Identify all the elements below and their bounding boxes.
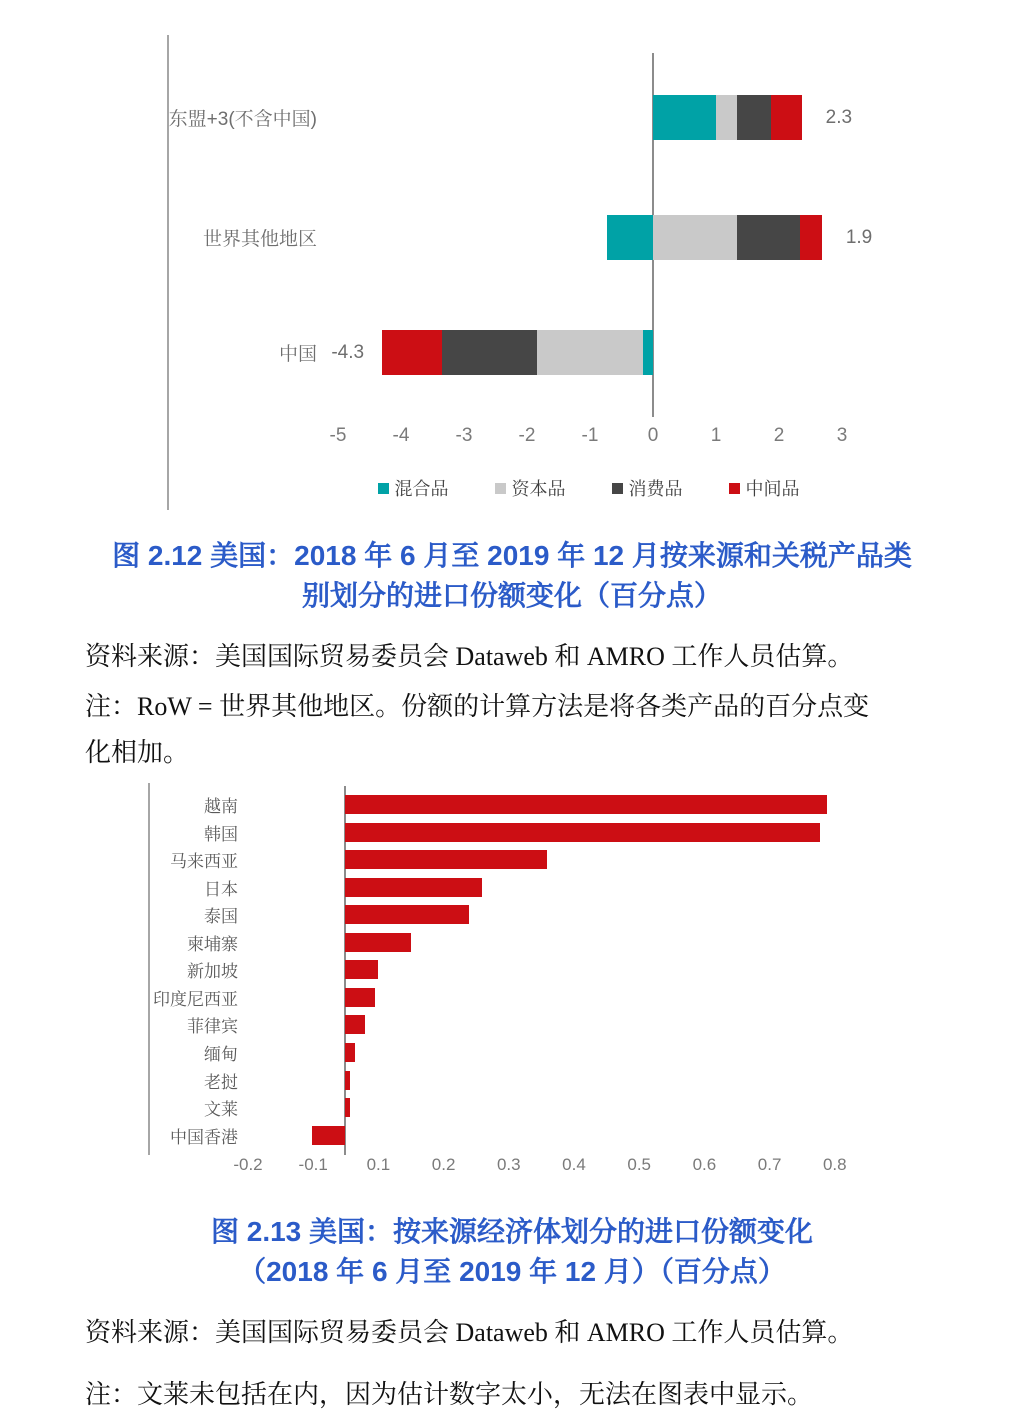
- figure-2-13-note: 注：文莱未包括在内，因为估计数字太小，无法在图表中显示。: [85, 1380, 814, 1409]
- bar-segment-资本品: [716, 95, 737, 140]
- figure-2-12-caption: [0, 536, 1024, 616]
- category-label: 日本: [204, 879, 238, 899]
- category-label: 越南: [204, 797, 238, 816]
- x-tick-label: 0.6: [692, 1155, 717, 1174]
- x-tick-label: 0.1: [366, 1155, 391, 1174]
- bar: [345, 878, 482, 897]
- legend-item-资本品: [495, 475, 566, 501]
- bar: [345, 960, 378, 979]
- legend-label: 中间品: [745, 479, 800, 499]
- category-label: 泰国: [204, 907, 238, 927]
- bar-segment-中间品: [800, 215, 822, 260]
- category-label: 马来西亚: [170, 852, 238, 872]
- x-tick-label: 0.2: [431, 1155, 456, 1174]
- bar-segment-资本品: [537, 330, 643, 375]
- figure-2-12-note: [85, 684, 985, 776]
- category-label: 缅甸: [204, 1044, 238, 1064]
- legend-item-混合品: [378, 475, 449, 501]
- figure-2-12-note-line2: 化相加。: [85, 738, 190, 767]
- legend-item-消费品: [612, 475, 683, 501]
- category-label: 中国香港: [170, 1127, 238, 1147]
- bar-segment-中间品: [771, 95, 801, 140]
- x-tick-label: 1: [710, 425, 722, 446]
- bar: [345, 988, 375, 1007]
- figure-2-13-caption-line1: 图 2.13 美国：按来源经济体划分的进口份额变化: [210, 1216, 814, 1247]
- legend-label: 资本品: [511, 479, 566, 499]
- bar-segment-资本品: [653, 215, 737, 260]
- figure-2-13-caption: [0, 1212, 1024, 1292]
- legend-item-中间品: [729, 475, 800, 501]
- category-label: 中国: [278, 344, 317, 365]
- legend-swatch-icon: [612, 483, 623, 494]
- x-tick-label: 0.5: [627, 1155, 651, 1174]
- bar: [345, 850, 547, 869]
- legend-label: 消费品: [628, 479, 683, 499]
- bar-segment-消费品: [737, 215, 800, 260]
- total-label: -4.3: [331, 341, 365, 363]
- figure-2-12-source: 资料来源：美国国际贸易委员会 Dataweb 和 AMRO 工作人员估算。: [85, 642, 854, 671]
- total-label: 2.3: [825, 106, 853, 128]
- bar: [345, 1071, 350, 1090]
- legend-swatch-icon: [495, 483, 506, 494]
- x-tick-label: -3: [455, 425, 473, 446]
- bar: [345, 1015, 365, 1034]
- category-label: 新加坡: [187, 962, 238, 982]
- figure-2-12-note-line1: 注：RoW = 世界其他地区。份额的计算方法是将各类产品的百分点变: [85, 692, 870, 721]
- category-label: 印度尼西亚: [153, 989, 238, 1009]
- category-label: 柬埔寨: [187, 934, 238, 954]
- category-label: 文莱: [204, 1100, 238, 1120]
- category-label: 世界其他地区: [202, 229, 317, 250]
- x-tick-label: -5: [329, 425, 347, 446]
- legend-label: 混合品: [394, 479, 449, 499]
- figure-2-13-source: 资料来源：美国国际贸易委员会 Dataweb 和 AMRO 工作人员估算。: [85, 1318, 854, 1347]
- x-tick-label: -4: [392, 425, 410, 446]
- x-tick-label: -2: [518, 425, 536, 446]
- bar: [312, 1126, 345, 1145]
- figure-2-13-chart: [148, 783, 900, 1193]
- x-tick-label: 3: [836, 425, 848, 446]
- bar-segment-混合品: [653, 95, 716, 140]
- figure-2-12-caption-line2: 别划分的进口份额变化（百分点）: [301, 580, 722, 611]
- legend-swatch-icon: [729, 483, 740, 494]
- x-tick-label: 0.3: [496, 1155, 521, 1174]
- category-label: 韩国: [204, 824, 238, 844]
- bar-segment-混合品: [607, 215, 653, 260]
- chart-legend: [297, 475, 880, 501]
- bar: [345, 1043, 355, 1062]
- bar-segment-混合品: [643, 330, 653, 375]
- x-tick-label: 0.7: [757, 1155, 782, 1174]
- x-tick-label: 0: [647, 425, 659, 446]
- category-label: 菲律宾: [187, 1017, 238, 1037]
- bar-segment-消费品: [442, 330, 537, 375]
- category-label: 东盟+3(不含中国): [168, 109, 317, 130]
- bar: [345, 1098, 350, 1117]
- legend-swatch-icon: [378, 483, 389, 494]
- bar-segment-中间品: [382, 330, 442, 375]
- bar: [345, 933, 411, 952]
- figure-2-13-caption-line2: （2018 年 6 月至 2019 年 12 月）（百分点）: [238, 1256, 786, 1287]
- bar: [345, 795, 827, 814]
- x-tick-label: -0.1: [298, 1155, 328, 1174]
- bar: [345, 905, 469, 924]
- figure-2-12-chart: [167, 35, 880, 510]
- x-tick-label: 0.8: [822, 1155, 847, 1174]
- category-label: 老挝: [204, 1072, 238, 1092]
- bar: [345, 823, 820, 842]
- x-tick-label: 0.4: [562, 1155, 586, 1174]
- figure-2-12-caption-line1: 图 2.12 美国：2018 年 6 月至 2019 年 12 月按来源和关税产品类: [112, 540, 912, 571]
- bar-segment-消费品: [737, 95, 772, 140]
- x-tick-label: -0.2: [233, 1155, 263, 1174]
- total-label: 1.9: [845, 226, 873, 248]
- x-tick-label: -1: [581, 425, 599, 446]
- x-tick-label: 2: [773, 425, 785, 446]
